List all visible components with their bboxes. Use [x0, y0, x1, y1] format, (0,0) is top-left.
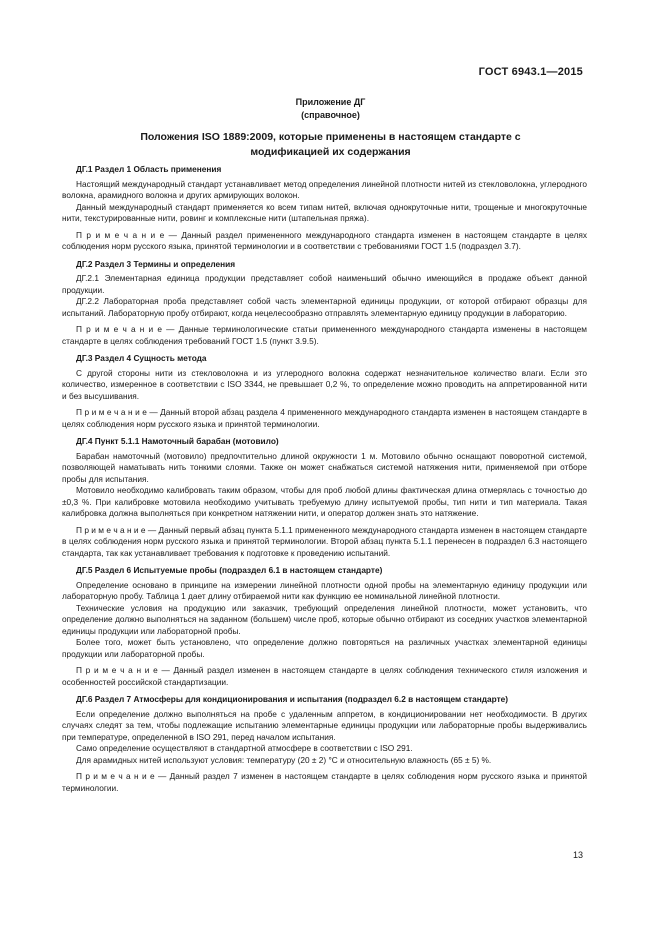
- note: П р и м е ч а н и е — Данные терминологические статьи примененного международного стандарта изменены в настоящем стандарте в целях соблюдения требований ГОСТ 1.5 (пункт 3.9.5).: [62, 324, 587, 346]
- page-number: 13: [572, 850, 583, 860]
- note: П р и м е ч а н и е — Данный раздел 7 изменен в настоящем стандарте в целях соблюдения норм русского языка и принятой терминологии.: [62, 771, 587, 793]
- paragraph: Само определение осуществляют в стандартной атмосфере в соответствии с ISO 291.: [76, 743, 413, 753]
- section-heading: ДГ.6 Раздел 7 Атмосферы для кондиционирования и испытания (подраздел 6.2 в настоящем стандарте): [76, 694, 509, 704]
- section-heading: ДГ.3 Раздел 4 Сущность метода: [76, 353, 207, 363]
- main-title: Положения ISO 1889:2009, которые применены в настоящем стандарте с модификацией их содержания: [140, 131, 521, 158]
- annex-heading: [0, 96, 661, 122]
- paragraph: Для арамидных нитей используют условия: температуру (20 ± 2) °С и относительную влажность (65 ± 5) %.: [76, 754, 492, 765]
- paragraph: С другой стороны нити из стекловолокна и из углеродного волокна содержат незначительное количество влаги. Если это количество, измеренное в соответствии с ISO 3344, не превышает 0,2 %, то определение можно проводить на аппретированной нити и без высушивания.: [62, 367, 587, 401]
- paragraph: Барабан намоточный (мотовило) предпочтительно длиной окружности 1 м. Мотовило обычно оснащают поворотной системой, позволяющей наматывать нить тонкими слоями. Также он может снабжаться системой натяжения нити, применяемой при отборе пробы для испытания.: [62, 450, 587, 484]
- paragraph: Данный международный стандарт применяется ко всем типам нитей, включая однокруточные нити, трощеные и многокруточные нити, текстурированные нити, ровинг и комплексные нити (штапельная пряжа).: [62, 201, 587, 223]
- section-dg4: [62, 436, 587, 559]
- section-dg3: [62, 353, 587, 430]
- paragraph: Настоящий международный стандарт устанавливает метод определения линейной плотности нитей из стекловолокна, углеродного волокна, арамидного волокна и других армирующих волокон.: [62, 178, 587, 200]
- paragraph: Более того, может быть установлено, что определение должно повторяться на различных участках элементарной единицы продукции или лабораторной пробы.: [62, 637, 587, 659]
- paragraph: Мотовило необходимо калибровать таким образом, чтобы для проб любой длины фактическая длина отмерялась с точностью до ±0,3 %. При калибровке мотовила необходимо учитывать требуемую длину испытуемой пробы, тип нити и тип материала. Такая калибровка должна выполняться при конкретном натяжении нити, и оператор должен знать это натяжение.: [62, 485, 587, 518]
- section-dg5: [62, 565, 587, 688]
- paragraph: ДГ.2.1 Элементарная единица продукции представляет собой наименьший обычно имеющийся в продаже объект данной продукции.: [62, 273, 587, 295]
- section-heading: ДГ.1 Раздел 1 Область применения: [76, 164, 222, 174]
- section-heading: ДГ.5 Раздел 6 Испытуемые пробы (подраздел 6.1 в настоящем стандарте): [76, 565, 383, 575]
- section-dg2: [62, 259, 587, 348]
- note: П р и м е ч а н и е — Данный раздел изменен в настоящем стандарте в целях соблюдения технического стиля изложения и особенностей российской стандартизации.: [62, 665, 587, 687]
- note: П р и м е ч а н и е — Данный второй абзац раздела 4 примененного международного стандарта изменен в настоящем стандарте в целях соблюдения норм русского языка и принятой терминологии.: [62, 407, 587, 429]
- paragraph: ДГ.2.2 Лабораторная проба представляет собой часть элементарной единицы продукции, от которой отбирают образцы для испытаний. Лабораторную пробу отбирают, когда нецелесообразно отправлять элементарную единицу продукции в лабораторию.: [62, 296, 587, 318]
- section-heading: ДГ.4 Пункт 5.1.1 Намоточный барабан (мотовило): [76, 436, 279, 446]
- annex-subtitle: (справочное): [301, 110, 360, 120]
- document-code: ГОСТ 6943.1—2015: [478, 66, 583, 78]
- paragraph: Если определение должно выполняться на пробе с удаленным аппретом, в кондиционировании нет необходимости. В других случаях следят за тем, чтобы подлежащие испытанию элементарные единицы продукции или лабораторные пробы выдерживались при температуре, определенной в ISO 291, перед началом испытания.: [62, 708, 587, 742]
- note: П р и м е ч а н и е — Данный первый абзац пункта 5.1.1 примененного международного стандарта изменен в настоящем стандарте в целях соблюдения норм русского языка и принятой терминологии. Второй абзац пункта 5.1.1 перенесен в подраздел 6.3 настоящего стандарта, так как устанавливает требования к подготовке к проведению испытаний.: [62, 524, 587, 558]
- section-dg6: [62, 694, 587, 794]
- annex-title: Приложение ДГ: [295, 97, 366, 107]
- document-body: [62, 164, 587, 794]
- section-heading: ДГ.2 Раздел 3 Термины и определения: [76, 258, 236, 269]
- section-dg1: [62, 164, 587, 253]
- paragraph: Определение основано в принципе на измерении линейной плотности одной пробы на элементарную единицу продукции или лабораторную пробу. Таблица 1 дает длину отбираемой нити как функцию ее номинальной линейной плотности.: [62, 579, 587, 601]
- note: П р и м е ч а н и е — Данный раздел примененного международного стандарта изменен в настоящем стандарте в целях соблюдения норм русского языка, принятой терминологии и в соответствии с требованиями ГОСТ 1.5 (подраздел 3.7).: [62, 229, 587, 251]
- paragraph: Технические условия на продукцию или заказчик, требующий определения линейной плотности, может установить, что определение должно выполняться на заданном (большем) числе проб, которые обычно отбирают из соседних участков элементарной единицы продукции или лабораторной пробы.: [62, 602, 587, 636]
